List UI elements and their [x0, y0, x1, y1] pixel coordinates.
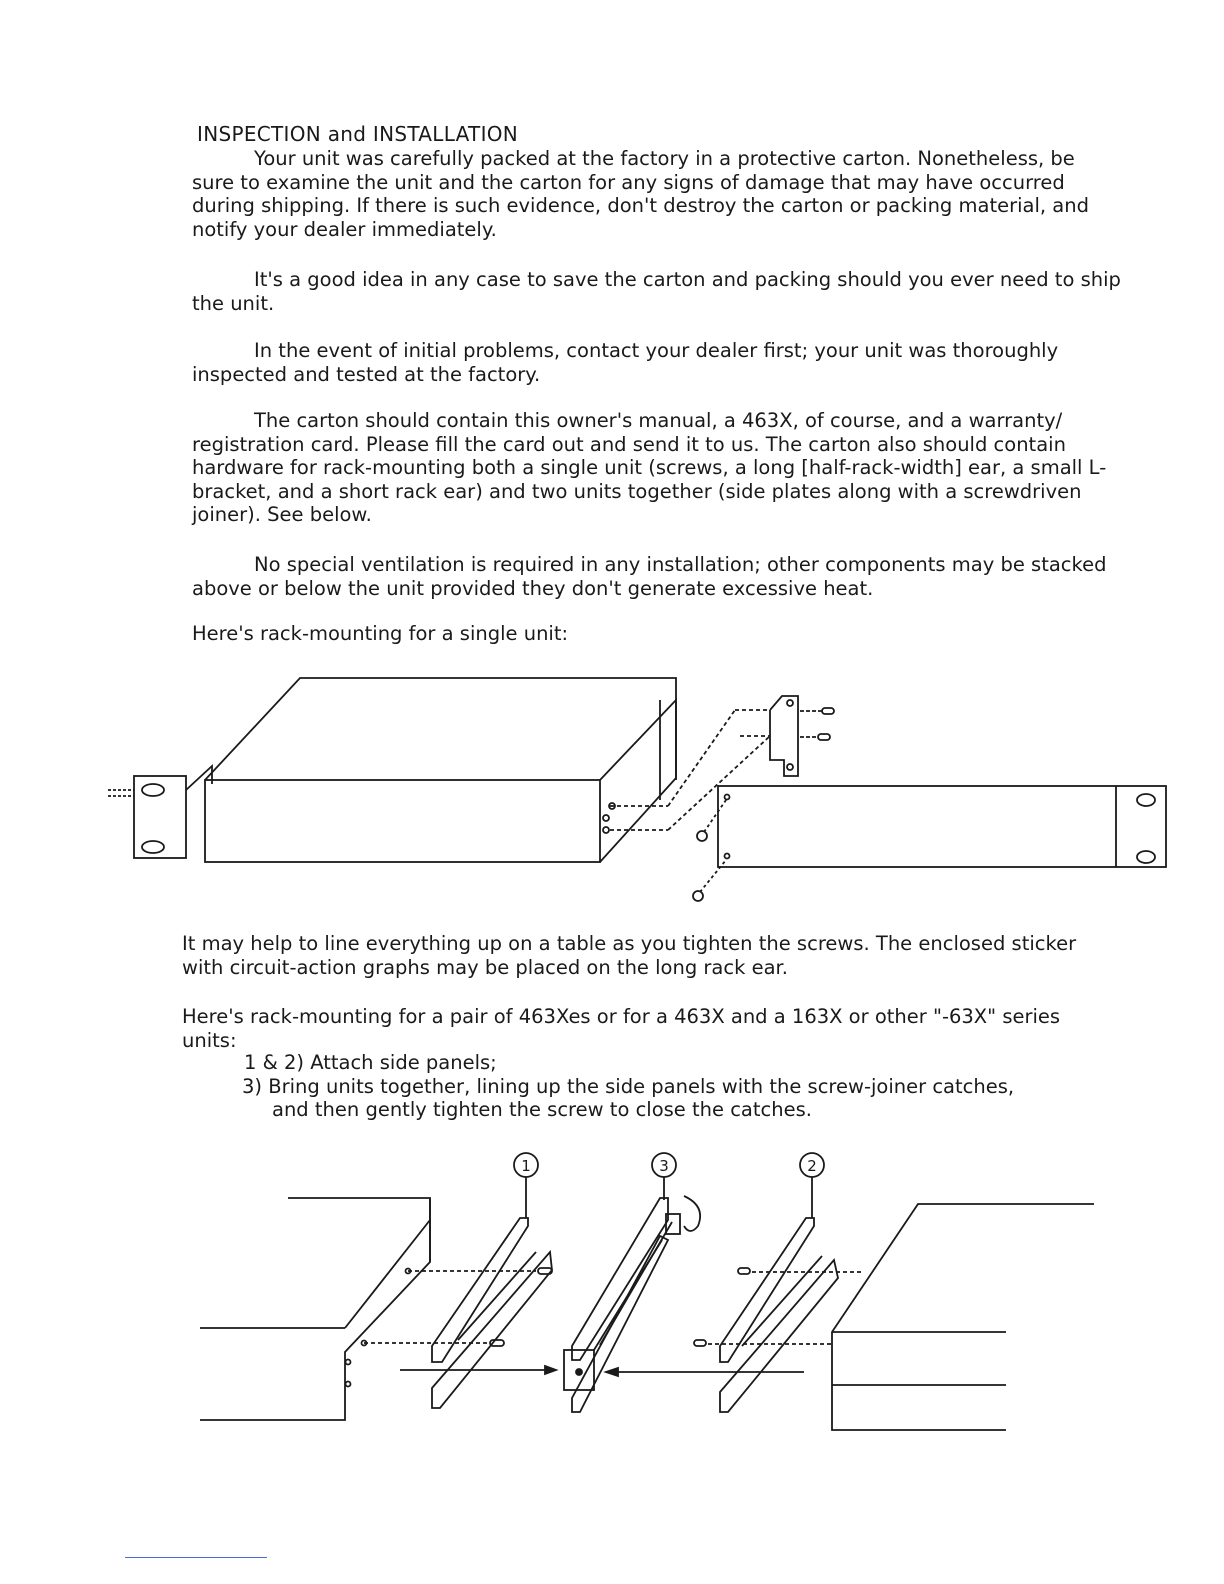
step-1-2: 1 & 2) Attach side panels;	[244, 1051, 497, 1074]
paragraph-problems: In the event of initial problems, contact your dealer first; your unit was thoroughly inspected and tested at the factory.	[192, 339, 1059, 386]
step-3: 3) Bring units together, lining up the side panels with the screw-joiner catches,	[242, 1074, 1015, 1098]
paragraph-inspection: Your unit was carefully packed at the factory in a protective carton. Nonetheless, be sure to examine the unit and the carton for any signs of damage that may have occurred during shipping. If there is such evidence, don't destroy the carton or packing material, and notify your dealer immediately.	[192, 147, 1089, 241]
paragraph-ventilation: No special ventilation is required in any installation; other components may be stacked above or below the unit provided they don't generate excessive heat.	[192, 553, 1107, 600]
right-unit-outline	[832, 1204, 1094, 1430]
callout-2-label: 2	[807, 1157, 817, 1175]
side-panel-2	[720, 1218, 814, 1362]
paragraph-pair-intro: Here's rack-mounting for a pair of 463Xes or for a 463X and a 163X or other "-63X" series units:	[182, 1005, 1061, 1052]
step-3-continued: and then gently tighten the screw to close the catches.	[272, 1098, 812, 1121]
footer-rule	[125, 1557, 267, 1558]
paragraph-carton-contents: The carton should contain this owner's manual, a 463X, of course, and a warranty/ registration card. Please fill the card out and send it to us. The carton also should contain hardware for rack-mounting both a single unit (screws, a long [half-rack-width] ear, a small L-bracket, and a short rack ear) and two units together (side plates along with a screwdriven joiner). See below.	[192, 409, 1107, 526]
side-panel-1	[432, 1218, 528, 1362]
paragraph-single-unit-intro: Here's rack-mounting for a single unit:	[192, 622, 569, 645]
left-unit-outline	[200, 1198, 430, 1420]
callout-3-label: 3	[659, 1157, 669, 1175]
section-heading: INSPECTION and INSTALLATION	[197, 122, 519, 146]
paragraph-save-carton: It's a good idea in any case to save the carton and packing should you ever need to ship the unit.	[192, 268, 1121, 315]
paragraph-table-tip: It may help to line everything up on a table as you tighten the screws. The enclosed sticker with circuit-action graphs may be placed on the long rack ear.	[182, 932, 1077, 979]
callout-1-label: 1	[521, 1157, 531, 1175]
